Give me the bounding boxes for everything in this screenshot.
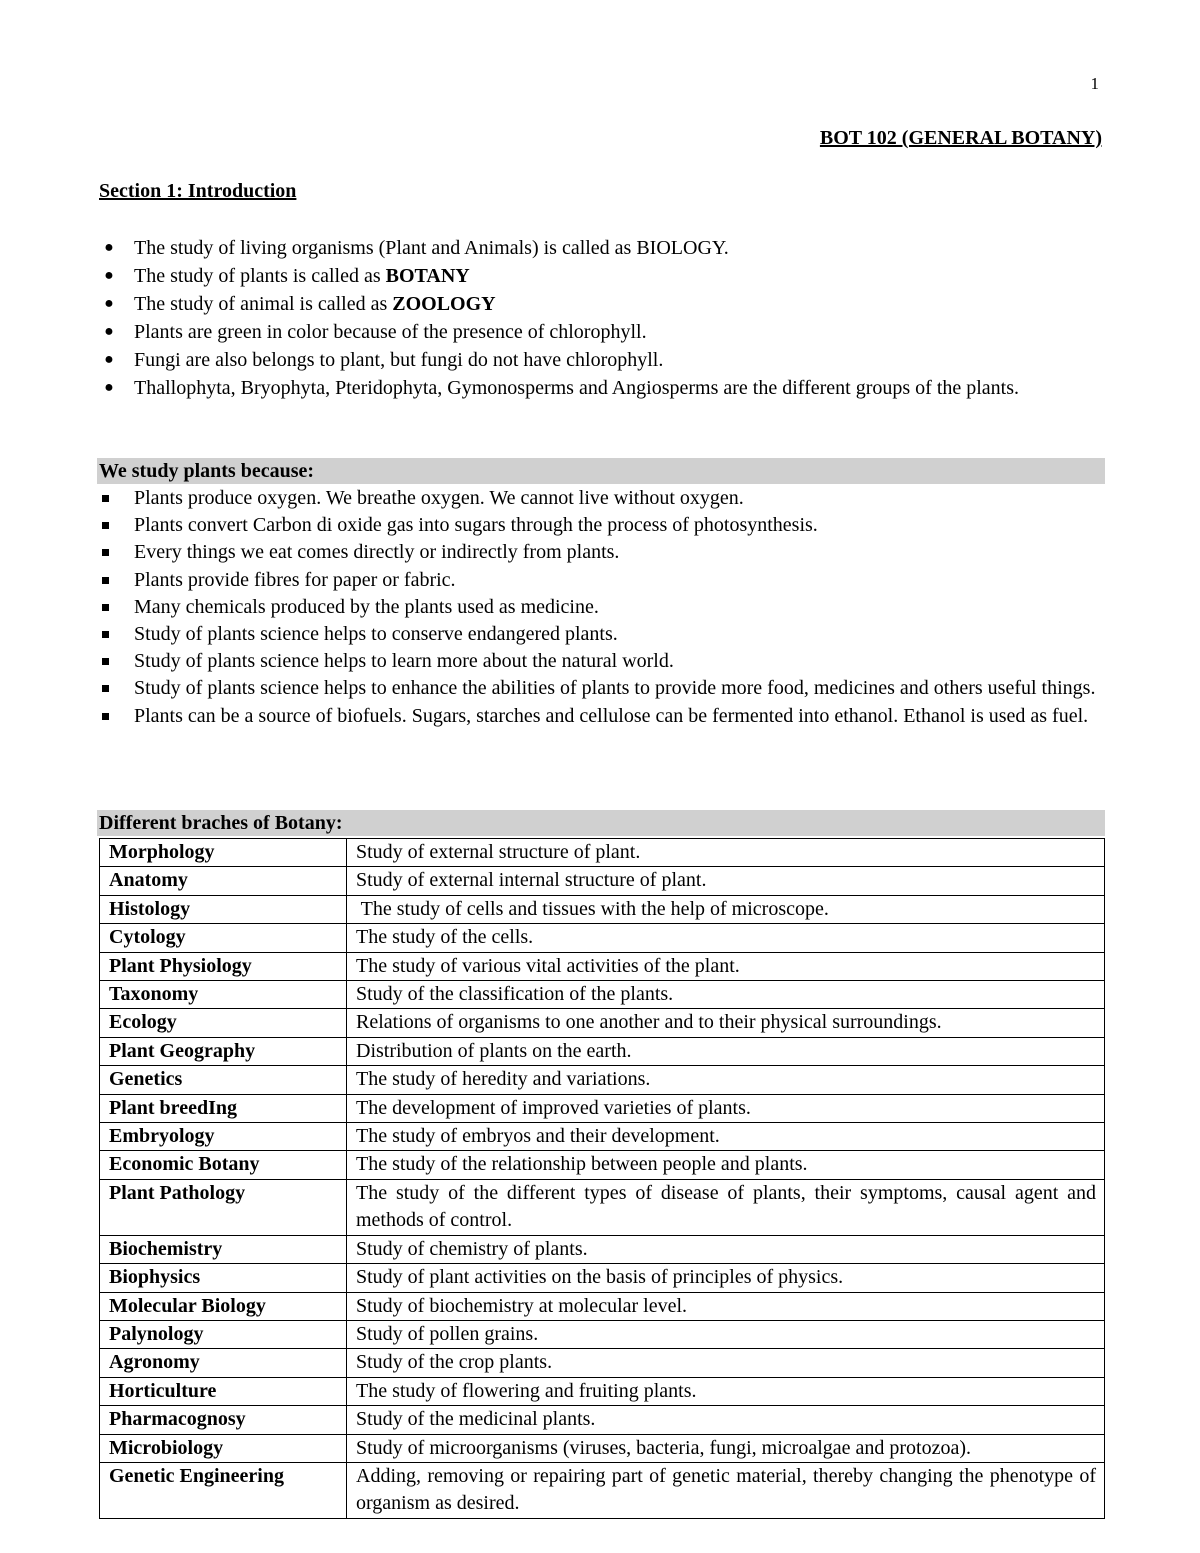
square-bullet-icon	[102, 522, 109, 529]
branch-definition: The study of the cells.	[347, 924, 1105, 952]
reason-item: Every things we eat comes directly or indirectly from plants.	[99, 539, 1103, 566]
table-row	[100, 1094, 1105, 1122]
table-row	[100, 895, 1105, 923]
bullet-dot-icon: ●	[104, 295, 114, 312]
branch-term: Economic Botany	[100, 1151, 347, 1179]
square-bullet-icon	[102, 577, 109, 584]
bullet-dot-icon: ●	[104, 239, 114, 256]
branches-heading: Different braches of Botany:	[97, 810, 1105, 836]
intro-item: ● Plants are green in color because of the presence of chlorophyll.	[99, 318, 1105, 346]
table-row	[100, 1151, 1105, 1179]
reason-item: Plants provide fibres for paper or fabric.	[99, 567, 1103, 594]
branch-definition: Study of biochemistry at molecular level.	[347, 1292, 1105, 1320]
table-row	[100, 1377, 1105, 1405]
branch-term: Biophysics	[100, 1264, 347, 1292]
branch-definition: The development of improved varieties of plants.	[347, 1094, 1105, 1122]
branch-term: Ecology	[100, 1009, 347, 1037]
branch-term: Palynology	[100, 1320, 347, 1348]
branch-definition: The study of the relationship between people and plants.	[347, 1151, 1105, 1179]
branch-term: Taxonomy	[100, 981, 347, 1009]
branch-definition: Study of external internal structure of plant.	[347, 867, 1105, 895]
page-number: 1	[1090, 74, 1099, 93]
bullet-dot-icon: ●	[104, 267, 114, 284]
branch-term: Plant Pathology	[100, 1179, 347, 1235]
branch-definition: The study of heredity and variations.	[347, 1066, 1105, 1094]
branch-term: Cytology	[100, 924, 347, 952]
bullet-dot-icon: ●	[104, 323, 114, 340]
branch-definition: The study of flowering and fruiting plants.	[347, 1377, 1105, 1405]
branch-term: Histology	[100, 895, 347, 923]
square-bullet-icon	[102, 631, 109, 638]
table-row	[100, 1434, 1105, 1462]
table-row	[100, 1462, 1105, 1518]
intro-list	[99, 234, 1105, 402]
square-bullet-icon	[102, 495, 109, 502]
branch-definition: Study of the classification of the plants.	[347, 981, 1105, 1009]
branch-term: Genetic Engineering	[100, 1462, 347, 1518]
branch-definition: Study of the medicinal plants.	[347, 1406, 1105, 1434]
branch-definition: The study of embryos and their development.	[347, 1123, 1105, 1151]
intro-item: ● The study of animal is called as ZOOLOGY	[99, 290, 1105, 318]
section-heading: Section 1: Introduction	[99, 180, 297, 202]
branch-term: Plant Geography	[100, 1037, 347, 1065]
reason-item: Study of plants science helps to learn more about the natural world.	[99, 648, 1103, 675]
intro-item: ● Fungi are also belongs to plant, but fungi do not have chlorophyll.	[99, 346, 1105, 374]
branch-definition: The study of the different types of disease of plants, their symptoms, causal agent and methods of control.	[347, 1179, 1105, 1235]
branch-term: Pharmacognosy	[100, 1406, 347, 1434]
square-bullet-icon	[102, 604, 109, 611]
branch-definition: The study of cells and tissues with the help of microscope.	[347, 895, 1105, 923]
branch-definition: Study of chemistry of plants.	[347, 1235, 1105, 1263]
square-bullet-icon	[102, 549, 109, 556]
branch-definition: Relations of organisms to one another and to their physical surroundings.	[347, 1009, 1105, 1037]
bullet-dot-icon: ●	[104, 351, 114, 368]
branch-definition: Study of external structure of plant.	[347, 839, 1105, 867]
branch-term: Horticulture	[100, 1377, 347, 1405]
branch-term: Agronomy	[100, 1349, 347, 1377]
branch-definition: Study of the crop plants.	[347, 1349, 1105, 1377]
table-row	[100, 1123, 1105, 1151]
reasons-heading: We study plants because:	[97, 458, 1105, 484]
table-row	[100, 867, 1105, 895]
square-bullet-icon	[102, 713, 109, 720]
branch-definition: Study of pollen grains.	[347, 1320, 1105, 1348]
table-row	[100, 924, 1105, 952]
branch-term: Biochemistry	[100, 1235, 347, 1263]
reasons-list	[99, 485, 1103, 730]
table-row	[100, 1037, 1105, 1065]
table-row	[100, 839, 1105, 867]
table-row	[100, 952, 1105, 980]
square-bullet-icon	[102, 658, 109, 665]
square-bullet-icon	[102, 685, 109, 692]
table-row	[100, 1264, 1105, 1292]
table-row	[100, 1292, 1105, 1320]
branch-term: Genetics	[100, 1066, 347, 1094]
branches-table	[99, 838, 1105, 1519]
branch-definition: Study of microorganisms (viruses, bacteria, fungi, microalgae and protozoa).	[347, 1434, 1105, 1462]
table-row	[100, 1406, 1105, 1434]
intro-item: ● The study of plants is called as BOTANY	[99, 262, 1105, 290]
branch-term: Embryology	[100, 1123, 347, 1151]
branch-term: Anatomy	[100, 867, 347, 895]
bullet-dot-icon: ●	[104, 379, 114, 396]
branch-definition: The study of various vital activities of the plant.	[347, 952, 1105, 980]
branch-term: Plant Physiology	[100, 952, 347, 980]
table-row	[100, 981, 1105, 1009]
branch-definition: Distribution of plants on the earth.	[347, 1037, 1105, 1065]
intro-item: ● The study of living organisms (Plant and Animals) is called as BIOLOGY.	[99, 234, 1105, 262]
branch-term: Morphology	[100, 839, 347, 867]
reason-item: Study of plants science helps to enhance the abilities of plants to provide more food, medicines and others useful things.	[99, 675, 1103, 702]
branch-definition: Study of plant activities on the basis of principles of physics.	[347, 1264, 1105, 1292]
table-row	[100, 1179, 1105, 1235]
table-row	[100, 1009, 1105, 1037]
reason-item: Many chemicals produced by the plants used as medicine.	[99, 594, 1103, 621]
intro-item: ● Thallophyta, Bryophyta, Pteridophyta, Gymonosperms and Angiosperms are the different groups of the plants.	[99, 374, 1105, 402]
table-row	[100, 1235, 1105, 1263]
table-row	[100, 1320, 1105, 1348]
branch-term: Plant breedIng	[100, 1094, 347, 1122]
branch-term: Molecular Biology	[100, 1292, 347, 1320]
table-row	[100, 1066, 1105, 1094]
branch-term: Microbiology	[100, 1434, 347, 1462]
reason-item: Study of plants science helps to conserve endangered plants.	[99, 621, 1103, 648]
reason-item: Plants can be a source of biofuels. Sugars, starches and cellulose can be fermented into ethanol. Ethanol is used as fuel.	[99, 703, 1103, 730]
branch-definition: Adding, removing or repairing part of genetic material, thereby changing the phenotype of organism as desired.	[347, 1462, 1105, 1518]
document-title: BOT 102 (GENERAL BOTANY)	[819, 127, 1102, 149]
table-row	[100, 1349, 1105, 1377]
reason-item: Plants convert Carbon di oxide gas into sugars through the process of photosynthesis.	[99, 512, 1103, 539]
reason-item: Plants produce oxygen. We breathe oxygen. We cannot live without oxygen.	[99, 485, 1103, 512]
